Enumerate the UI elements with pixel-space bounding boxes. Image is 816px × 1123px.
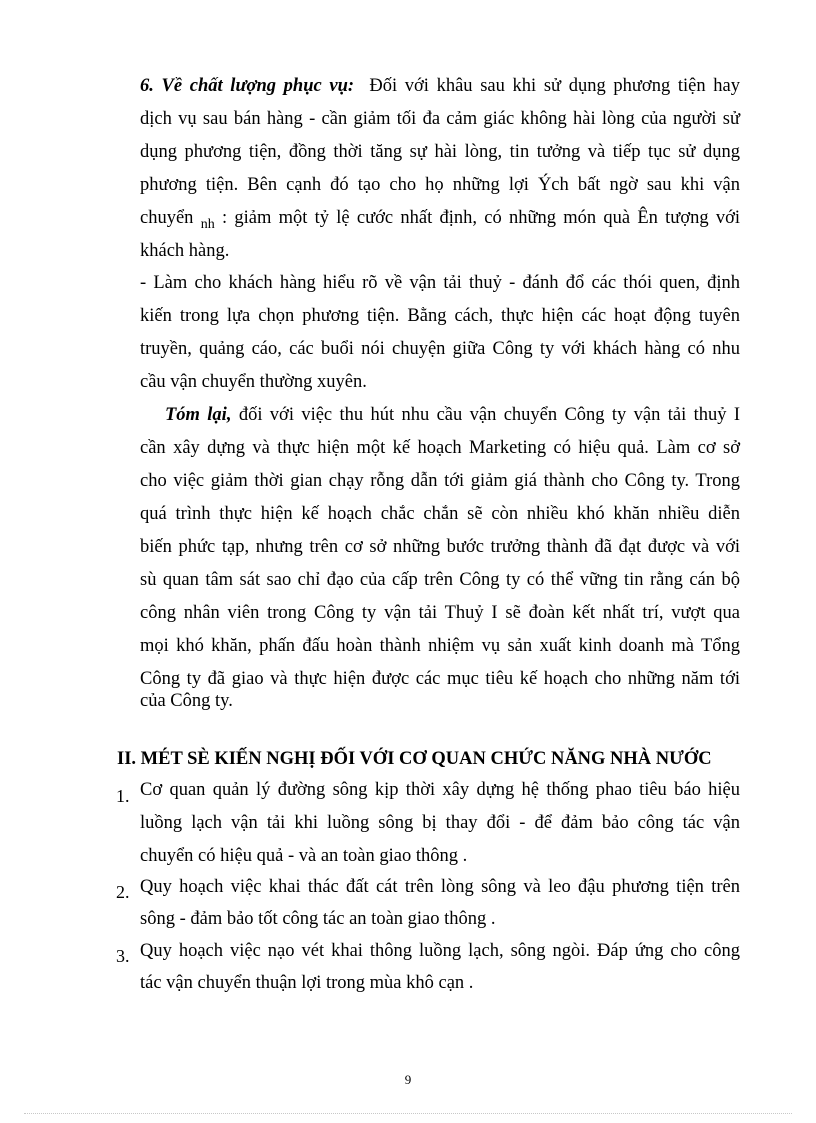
section6-line-6: khách hàng.: [140, 241, 230, 261]
section6-title: 6. Về chất lượng phục vụ:: [140, 76, 355, 96]
summary-line-4: quá trình thực hiện kế hoạch chắc chắn sẽ còn nhiều khó khăn nhiều diễn: [140, 504, 740, 524]
item-1-line-2: luồng lạch vận tải khi luồng sông bị thay đổi - để đảm bảo công tác vận: [140, 813, 740, 833]
summary-line-9: Công ty đã giao và thực hiện được các mục tiêu kế hoạch cho những năm tới: [140, 669, 740, 689]
item-3-line-1: Quy hoạch việc nạo vét khai thông luồng lạch, sông ngòi. Đáp ứng cho công: [140, 941, 740, 961]
summary-line-10: của Công ty.: [140, 691, 233, 711]
summary-line-1: [165, 399, 740, 431]
item-2-line-1: Quy hoạch việc khai thác đất cát trên lòng sông và leo đậu phương tiện trên: [140, 877, 740, 897]
bullet-line-3: truyền, quảng cáo, các buổi nói chuyện giữa Công ty với khách hàng có nhu: [140, 339, 740, 359]
summary-lead: Tóm lại,: [165, 405, 232, 425]
summary-line-7: công nhân viên trong Công ty vận tải Thuỷ I sẽ đoàn kết nhất trí, vượt qua: [140, 603, 740, 623]
summary-line-6: sù quan tâm sát sao chỉ đạo của cấp trên Công ty có thể vững tin rằng cán bộ: [140, 570, 740, 590]
section6-line-5: [140, 202, 740, 236]
item-3-line-2: tác vận chuyển thuận lợi trong mùa khô cạn .: [140, 973, 474, 993]
item-1-line-1: Cơ quan quản lý đường sông kịp thời xây dựng hệ thống phao tiêu báo hiệu: [140, 780, 740, 800]
section2-heading: II. MÉT SÈ KIẾN NGHỊ ĐỐI VỚI CƠ QUAN CHỨC NĂNG NHÀ NƯỚC: [117, 749, 712, 769]
summary-text: đối với việc thu hút nhu cầu vận chuyển Công ty vận tải thuỷ I: [238, 405, 740, 425]
page-number: 9: [404, 1072, 412, 1087]
section6-line5-start: chuyển: [140, 208, 194, 228]
summary-line-3: cho việc giảm thời gian chạy rỗng dẫn tới giảm giá thành cho Công ty. Trong: [140, 471, 740, 491]
item-2-number: 2.: [116, 882, 130, 902]
section6-line-3: dụng phương tiện, đồng thời tăng sự hài lòng, tin tưởng và tiếp tục sử dụng: [140, 142, 740, 162]
subscript-nh: nh: [200, 217, 215, 232]
section6-line5-end: : giảm một tỷ lệ cước nhất định, có những món quà Ên tượng với: [221, 208, 741, 228]
bullet-line-4: cầu vận chuyển thường xuyên.: [140, 372, 367, 392]
section6-text: Đối với khâu sau khi sử dụng phương tiện hay: [369, 76, 740, 96]
summary-line-8: mọi khó khăn, phấn đấu hoàn thành nhiệm vụ sản xuất kinh doanh mà Tổng: [140, 636, 740, 656]
item-3-number: 3.: [116, 946, 130, 966]
item-1-line-3: chuyển có hiệu quả - và an toàn giao thông .: [140, 846, 468, 866]
item-1-number: 1.: [116, 786, 130, 806]
page-bottom-border: [24, 1113, 792, 1114]
item-2-line-2: sông - đảm bảo tốt công tác an toàn giao thông .: [140, 909, 496, 929]
section6-line-2: dịch vụ sau bán hàng - cần giảm tối đa cảm giác không hài lòng của người sử: [140, 109, 740, 129]
bullet-line-1: - Làm cho khách hàng hiểu rõ về vận tải thuỷ - đánh đổ các thói quen, định: [140, 273, 740, 293]
section6-line-1: [140, 70, 740, 102]
bullet-line-2: kiến trong lựa chọn phương tiện. Bằng cách, thực hiện các hoạt động tuyên: [140, 306, 740, 326]
summary-line-5: biến phức tạp, nhưng trên cơ sở những bước trưởng thành đã đạt được và với: [140, 537, 740, 557]
section6-line-4: phương tiện. Bên cạnh đó tạo cho họ những lợi Ých bất ngờ sau khi vận: [140, 175, 740, 195]
summary-line-2: cần xây dựng và thực hiện một kế hoạch Marketing có hiệu quả. Làm cơ sở: [140, 438, 740, 458]
